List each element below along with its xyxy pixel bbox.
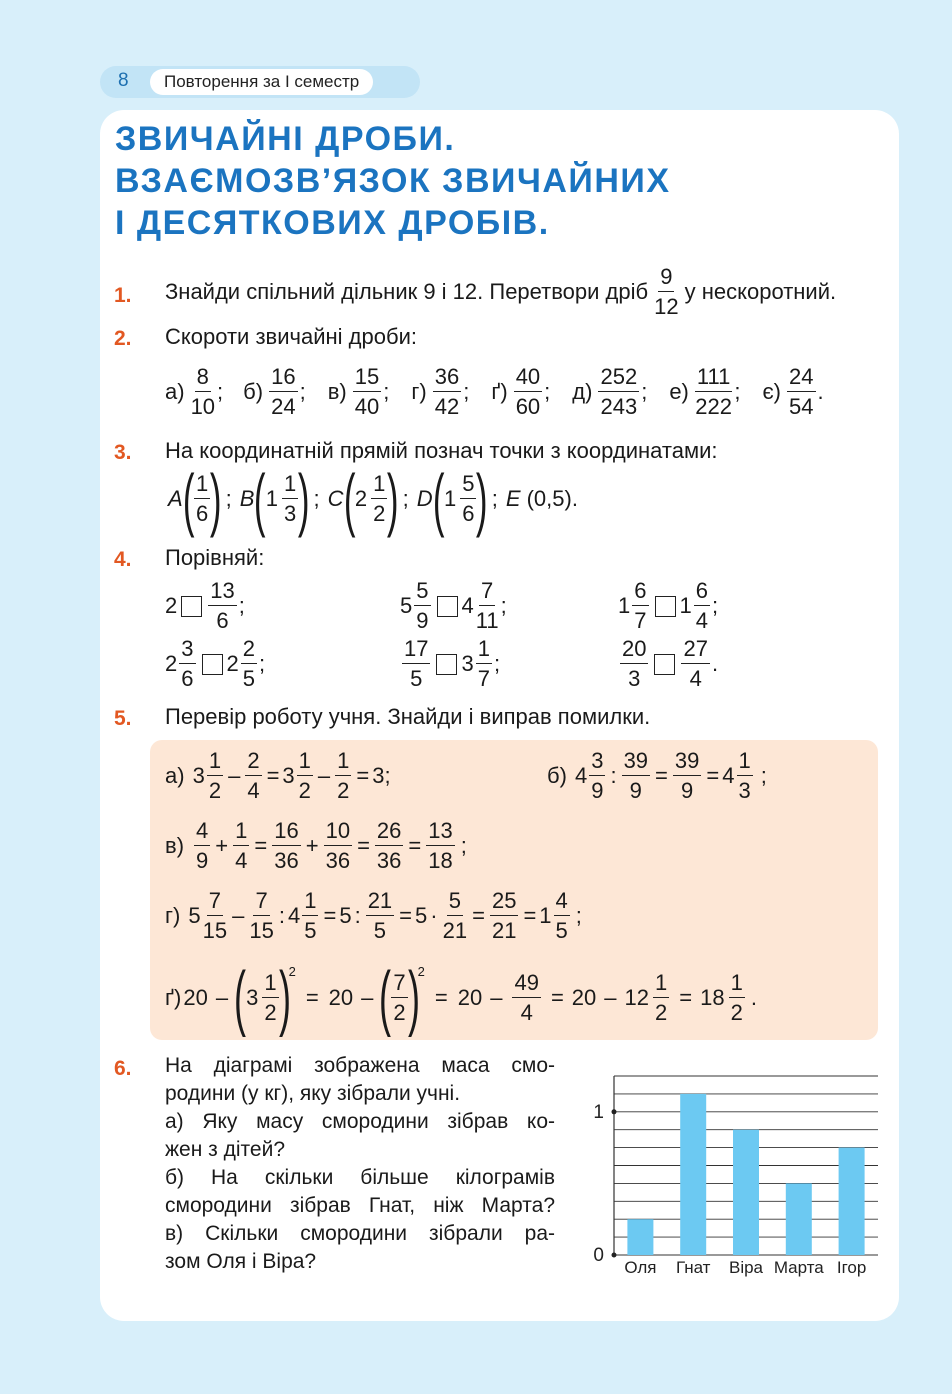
exercise-3-text: На координатній прямій познач точки з координатами: — [165, 438, 718, 463]
compare-box[interactable] — [202, 654, 223, 675]
punct: . — [817, 379, 824, 404]
math-symbol: – — [228, 763, 241, 788]
item-label: а) — [165, 763, 185, 788]
exponent: 2 — [288, 964, 296, 979]
exercise-5-b — [547, 750, 767, 802]
coordinate-point — [416, 460, 498, 538]
fraction: 7 15 — [249, 888, 274, 943]
exercise-5-a — [165, 750, 391, 802]
exercise-5-number: 5. — [114, 707, 132, 730]
math-symbol: · — [430, 903, 438, 928]
compare-item — [400, 580, 507, 632]
fraction: 3 6 — [181, 636, 194, 691]
item-label: є) — [762, 379, 782, 404]
fraction: $\frac{1}{4}$ — [235, 818, 248, 873]
fraction: 24 54 — [789, 364, 814, 419]
fraction: 1 2 — [264, 970, 277, 1025]
y-tick-label: 0 — [593, 1245, 604, 1266]
whole-part: 18 — [700, 985, 725, 1010]
paren: ( — [234, 958, 247, 1038]
item-label: б) — [243, 379, 264, 404]
punct: ; — [491, 486, 498, 511]
exercise-2-fractions — [165, 366, 824, 418]
math-symbol: = — [305, 985, 319, 1010]
paren-left: ( — [343, 460, 355, 538]
y-tick-label: 1 — [593, 1101, 604, 1123]
fraction: 1 2 — [730, 970, 743, 1025]
math-symbol: = — [679, 985, 693, 1010]
x-tick-label: Гнат — [675, 1258, 711, 1277]
exercise-5-v — [165, 820, 467, 872]
fraction: 6 4 — [695, 578, 708, 633]
fraction: 1 7 — [477, 636, 490, 691]
whole-part: 2 — [165, 593, 178, 618]
paren-right: ) — [210, 460, 222, 538]
exercise-5-g — [165, 890, 582, 942]
math-symbol: = — [399, 903, 413, 928]
fraction: 7 2 — [393, 970, 406, 1025]
coordinate-point — [327, 460, 409, 538]
fraction: 1 3 — [738, 748, 751, 803]
fraction: $\frac{39}{9}$ — [623, 748, 649, 803]
x-tick-label: Оля — [624, 1258, 657, 1277]
math-symbol: = — [356, 763, 370, 788]
punct: ; — [712, 593, 719, 618]
fraction: 1 2 — [373, 471, 386, 526]
compare-box[interactable] — [655, 596, 676, 617]
punct: ; — [383, 379, 390, 404]
exercise-1-number: 1. — [114, 284, 132, 307]
exercise-3-points — [168, 460, 578, 538]
punct: ; — [760, 763, 767, 788]
fraction: $\frac{5}{21}$ — [442, 888, 468, 943]
number: 5 — [339, 903, 352, 928]
math-symbol: : — [354, 903, 361, 928]
punct: ; — [500, 593, 507, 618]
item-label: г) — [165, 903, 181, 928]
reduce-item — [411, 366, 469, 418]
whole-part: 3 — [246, 985, 259, 1010]
fraction: 1 2 — [298, 748, 311, 803]
fraction: 15 40 — [354, 364, 380, 419]
math-symbol: – — [232, 903, 245, 928]
fraction: $\frac{1}{2}$ — [655, 970, 668, 1025]
reduce-item — [491, 366, 550, 418]
punct: ; — [217, 379, 224, 404]
fraction: $\frac{1}{5}$ — [304, 888, 317, 943]
number: 5 — [415, 903, 428, 928]
punct: ; — [575, 903, 582, 928]
compare-box[interactable] — [436, 654, 457, 675]
fraction: 4 5 — [555, 888, 568, 943]
number: 20 — [571, 985, 597, 1010]
exercise-2-number: 2. — [114, 327, 132, 350]
math-symbol: = — [523, 903, 537, 928]
punct: ; — [493, 651, 501, 676]
whole-part: 3 — [192, 763, 205, 788]
fraction: $\frac{49}{4}$ — [514, 970, 539, 1025]
exercise-1-text: Знайди спільний дільник 9 і 12. Перетвори дріб 9 12 у нескоротний. — [165, 264, 837, 319]
math-symbol: = — [357, 833, 370, 858]
point-value: (0,5). — [526, 486, 578, 511]
x-tick-label: Віра — [728, 1258, 764, 1277]
reduce-item — [762, 366, 823, 418]
punct: ; — [259, 651, 266, 676]
compare-box[interactable] — [181, 596, 202, 617]
whole-part: 1 — [443, 486, 457, 511]
exercise-6-number: 6. — [114, 1057, 132, 1080]
compare-box[interactable] — [437, 596, 458, 617]
punct: ; — [225, 486, 232, 511]
result: 3; — [372, 763, 391, 788]
reduce-item — [165, 366, 223, 418]
whole-part: 4 — [574, 763, 588, 788]
fraction: $\frac{13}{18}$ — [428, 818, 453, 873]
math-symbol: + — [215, 833, 229, 858]
fraction: 40 60 — [515, 364, 541, 419]
punct: ; — [734, 379, 741, 404]
math-symbol: – — [317, 763, 331, 788]
fraction: 4 9 — [196, 818, 209, 873]
fraction: 5 6 — [462, 471, 475, 526]
fraction: $\frac{16}{36}$ — [274, 818, 299, 873]
page-number: 8 — [118, 70, 129, 91]
compare-box[interactable] — [654, 654, 675, 675]
point-name: B — [239, 486, 255, 511]
fraction: 36 42 — [434, 364, 460, 419]
fraction: 3 9 — [591, 748, 604, 803]
math-symbol: = — [254, 833, 268, 858]
reduce-item — [243, 366, 306, 418]
math-symbol: – — [490, 985, 503, 1010]
compare-item — [165, 580, 245, 632]
whole-part: 5 — [188, 903, 201, 928]
number: 20 — [457, 985, 483, 1010]
fraction: 1 2 — [208, 748, 222, 803]
fraction: 27 4 — [683, 636, 708, 691]
whole-part: 2 — [226, 651, 239, 676]
punct: ; — [402, 486, 409, 511]
compare-item — [400, 638, 500, 690]
punct: ; — [238, 593, 245, 618]
item-label: в) — [327, 379, 347, 404]
page-title: ЗВИЧАЙНІ ДРОБИ. ВЗАЄМОЗВ’ЯЗОК ЗВИЧАЙНИХ І ДЕСЯТКОВИХ ДРОБІВ. — [115, 120, 671, 242]
whole-part: 3 — [461, 651, 474, 676]
exercise-5-gg — [165, 958, 757, 1038]
exercise-4-number: 4. — [114, 548, 132, 571]
math-symbol: – — [604, 985, 617, 1010]
point-name: C — [327, 486, 344, 511]
fraction: 13 6 — [210, 578, 235, 633]
point-name: D — [416, 486, 433, 511]
fraction: $\frac{39}{9}$ — [674, 748, 700, 803]
whole-part: 4 — [287, 903, 301, 928]
fraction: $\frac{21}{5}$ — [367, 888, 393, 943]
reduce-item — [328, 366, 390, 418]
math-symbol: : — [610, 763, 617, 788]
whole-part: 1 — [539, 903, 552, 928]
exponent: 2 — [417, 964, 425, 979]
paren-left: ( — [182, 460, 195, 538]
exercise-3-number: 3. — [114, 441, 132, 464]
fraction: 1 3 — [283, 471, 297, 526]
paren: ) — [278, 958, 291, 1038]
math-symbol: – — [361, 985, 374, 1010]
reduce-item — [669, 366, 740, 418]
chapter-label: Повторення за I семестр — [150, 69, 373, 95]
item-label: д) — [572, 379, 593, 404]
coordinate-point — [239, 460, 320, 538]
punct: ; — [463, 379, 470, 404]
reduce-item — [572, 366, 647, 418]
exercise-4-text: Порівняй: — [165, 545, 265, 570]
paren: ) — [407, 958, 420, 1038]
punct: ; — [460, 833, 467, 858]
fraction: 7 15 — [202, 888, 228, 943]
punct: ; — [544, 379, 551, 404]
fraction: 7 11 — [475, 578, 499, 633]
point-name: A — [168, 486, 183, 511]
coordinate-point — [168, 460, 232, 538]
math-symbol: = — [266, 763, 280, 788]
fraction: 2 5 — [242, 636, 255, 691]
punct: . — [711, 651, 719, 676]
item-label: б) — [547, 763, 567, 788]
whole-part: 4 — [722, 763, 735, 788]
fraction: 8 10 — [190, 364, 216, 419]
paren: ( — [379, 958, 392, 1038]
item-label: ґ) — [491, 379, 508, 404]
punct: ; — [313, 486, 320, 511]
x-tick-label: Марта — [773, 1258, 824, 1277]
fraction: 1 6 — [196, 471, 209, 526]
paren-right: ) — [476, 460, 488, 538]
compare-item — [618, 580, 718, 632]
whole-part: 3 — [282, 763, 295, 788]
whole-part: 2 — [354, 486, 368, 511]
item-label: ґ) — [165, 985, 182, 1010]
whole-part: 1 — [618, 593, 631, 618]
item-label: г) — [411, 379, 427, 404]
whole-part: 12 — [624, 985, 650, 1010]
whole-part: 5 — [400, 593, 413, 618]
paren-left: ( — [432, 460, 445, 538]
math-symbol: – — [215, 985, 229, 1010]
paren-right: ) — [298, 460, 310, 538]
fraction: $\frac{1}{2}$ — [337, 748, 350, 803]
item-label: а) — [165, 379, 185, 404]
exercise-6-text: На діаграмі зображена маса смо- родини (у кг), яку зібрали учні. а) Яку масу смородини зібрав ко- жен з дітей? б) На скільки більше кілограмів смородини зібрав Гнат, ніж Марта? в) Скільки смородини зібрали ра- зом Оля і Віра? — [165, 1054, 555, 1273]
punct: ; — [299, 379, 306, 404]
fraction: 6 7 — [634, 578, 647, 633]
item-label: е) — [669, 379, 689, 404]
point-name: E — [505, 486, 521, 511]
fraction: 16 24 — [271, 364, 296, 419]
punct: ; — [641, 379, 648, 404]
punct: . — [750, 985, 757, 1010]
compare-item — [618, 638, 718, 690]
fraction: 111 222 — [695, 364, 732, 419]
number: 20 — [328, 985, 354, 1010]
whole-part: 1 — [679, 593, 692, 618]
math-symbol: = — [408, 833, 422, 858]
fraction: 20 3 — [622, 636, 647, 691]
fraction: 252 243 — [600, 364, 638, 419]
fraction: $\frac{2}{4}$ — [247, 748, 260, 803]
math-symbol: = — [434, 985, 448, 1010]
fraction: $\frac{10}{36}$ — [325, 818, 351, 873]
exercise-5-text: Перевір роботу учня. Знайди і виправ помилки. — [165, 704, 651, 729]
math-symbol: + — [305, 833, 319, 858]
math-symbol: = — [550, 985, 564, 1010]
fraction: $\frac{25}{21}$ — [491, 888, 517, 943]
exercise-2-text: Скороти звичайні дроби: — [165, 324, 417, 349]
math-symbol: : — [278, 903, 285, 928]
x-tick-label: Ігор — [836, 1258, 867, 1277]
math-symbol: = — [655, 763, 668, 788]
number: 20 — [183, 985, 208, 1010]
paren-right: ) — [387, 460, 399, 538]
whole-part: 1 — [265, 486, 278, 511]
math-symbol: = — [323, 903, 337, 928]
fraction: 17 5 — [404, 636, 429, 691]
math-symbol: = — [706, 763, 720, 788]
whole-part: 4 — [461, 593, 474, 618]
compare-item — [165, 638, 265, 690]
math-symbol: = — [472, 903, 485, 928]
whole-part: 2 — [165, 651, 178, 676]
paren-left: ( — [254, 460, 266, 538]
item-label: в) — [165, 833, 185, 858]
fraction: 5 9 — [416, 578, 429, 633]
fraction: $\frac{26}{36}$ — [376, 818, 402, 873]
